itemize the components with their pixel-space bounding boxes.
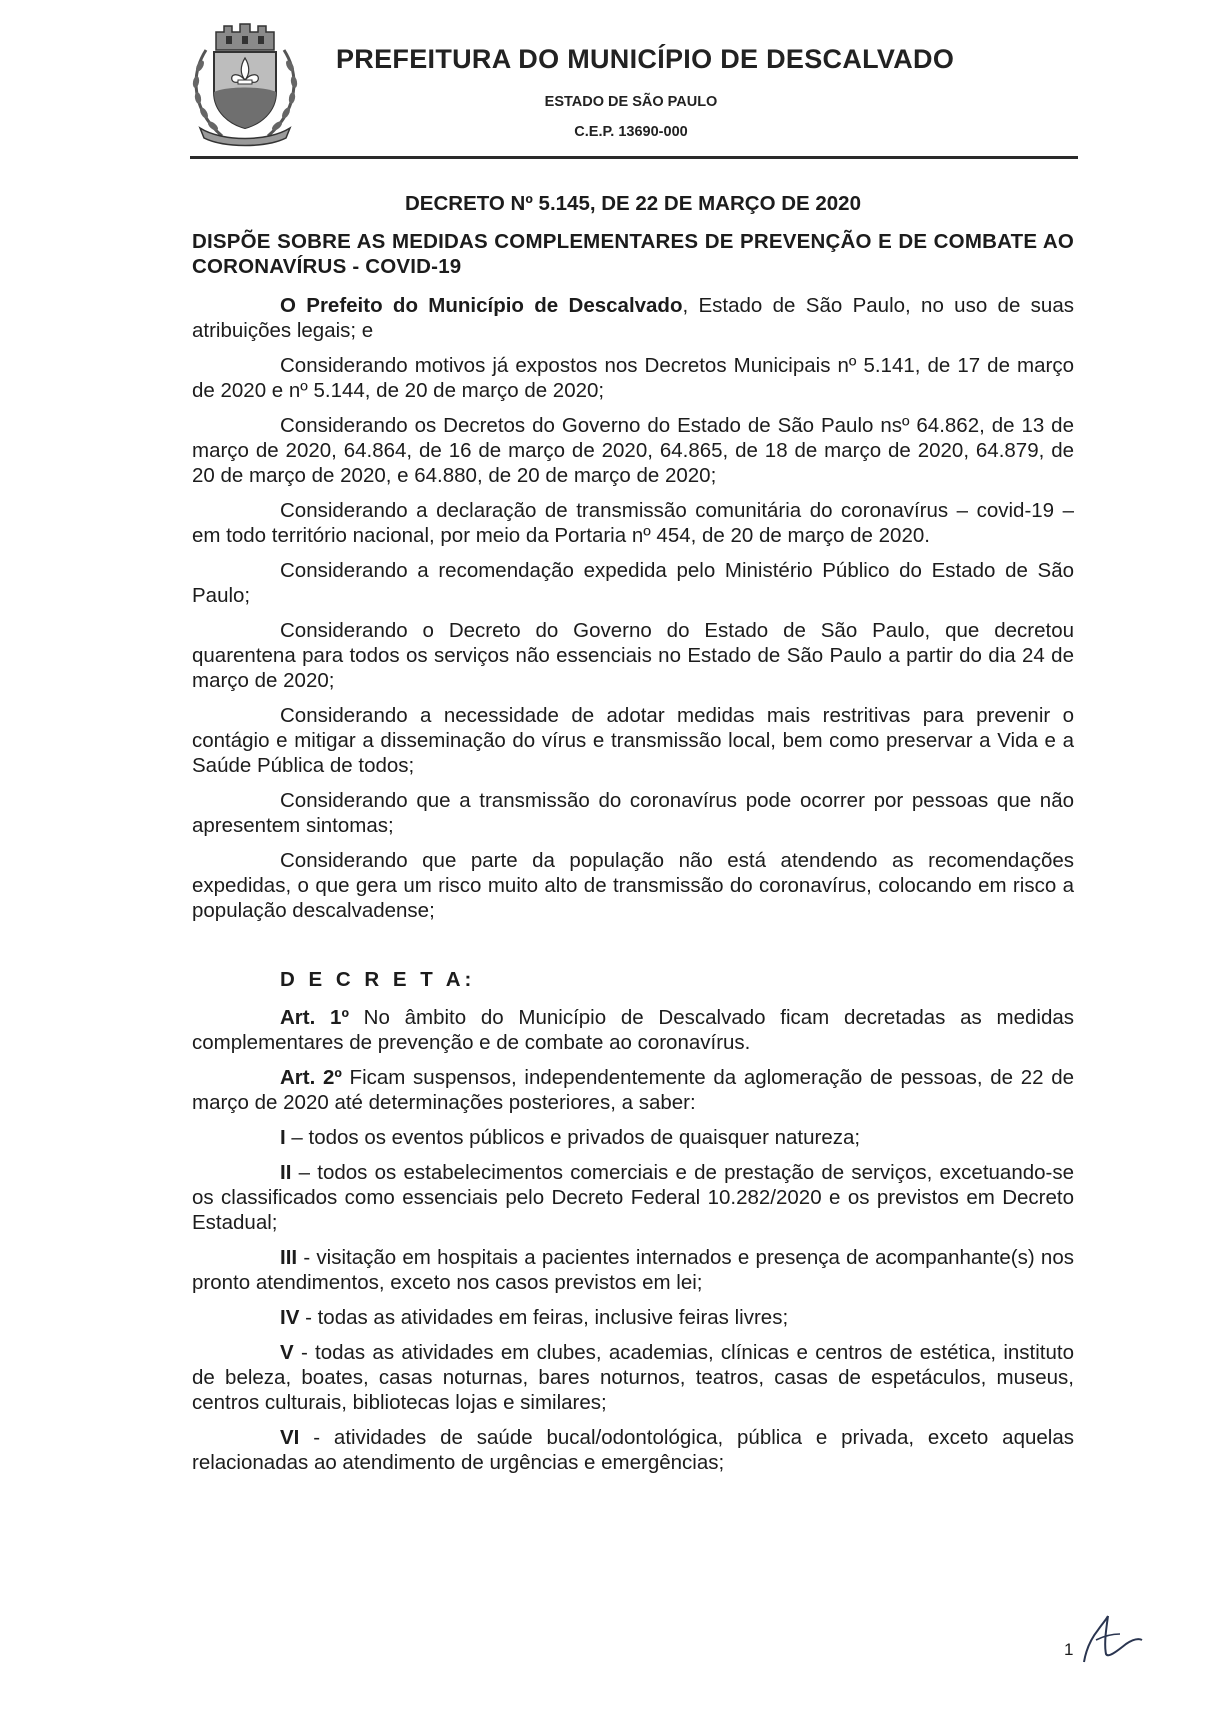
considerando-6: Considerando a necessidade de adotar medidas mais restritivas para prevenir o contágio e mitigar a disseminação do vírus e transmissão local, bem como preservar a Vida e a Saúde Pública de todos; (192, 704, 1074, 777)
header-divider (190, 156, 1078, 159)
decreta-heading: D E C R E T A: (280, 968, 476, 991)
article-2-text: Ficam suspensos, independentemente da aglomeração de pessoas, de 22 de março de 2020 até determinações posteriores, a saber: (192, 1066, 1074, 1114)
page-number: 1 (1064, 1640, 1074, 1659)
preamble-rest: , Estado de São Paulo, no uso de suas atribuições legais; e (192, 294, 1074, 342)
preamble (192, 293, 1074, 343)
item-iii-label: III (280, 1246, 298, 1269)
item-ii-text: – todos os estabelecimentos comerciais e de prestação de serviços, excetuando-se os classificados como essenciais pelo Decreto Federal 10.282/2020 e os previstos em Decreto Estadual; (192, 1161, 1074, 1234)
article-1 (192, 1005, 1074, 1055)
item-i-text: – todos os eventos públicos e privados de quaisquer natureza; (285, 1126, 861, 1149)
decree-title: DECRETO Nº 5.145, DE 22 DE MARÇO DE 2020 (405, 192, 861, 215)
item-v (192, 1340, 1074, 1415)
article-2 (192, 1065, 1074, 1115)
item-vi-text: - atividades de saúde bucal/odontológica, pública e privada, exceto aquelas relacionadas ao atendimento de urgências e emergências; (192, 1426, 1074, 1474)
item-iii (192, 1245, 1074, 1295)
item-iv-text: - todas as atividades em feiras, inclusive feiras livres; (299, 1306, 789, 1329)
considerando-8: Considerando que parte da população não está atendendo as recomendações expedidas, o que gera um risco muito alto de transmissão do coronavírus, colocando em risco a população descalvadense; (192, 849, 1074, 922)
header-cep: C.E.P. 13690-000 (574, 124, 688, 140)
preamble-bold: O Prefeito do Município de Descalvado (280, 294, 683, 317)
item-i (192, 1125, 1074, 1150)
item-ii (192, 1160, 1074, 1235)
decree-ementa: DISPÕE SOBRE AS MEDIDAS COMPLEMENTARES DE PREVENÇÃO E DE COMBATE AO CORONAVÍRUS - COVID-19 (192, 230, 1074, 278)
header-title: PREFEITURA DO MUNICÍPIO DE DESCALVADO (336, 44, 955, 74)
item-ii-label: II (280, 1161, 292, 1184)
considerando-4: Considerando a recomendação expedida pelo Ministério Público do Estado de São Paulo; (192, 559, 1074, 607)
header-state: ESTADO DE SÃO PAULO (544, 94, 718, 110)
item-vi-label: VI (280, 1426, 300, 1449)
considerando-7: Considerando que a transmissão do coronavírus pode ocorrer por pessoas que não apresentem sintomas; (192, 789, 1074, 837)
handwritten-initials-icon (1076, 1600, 1146, 1670)
considerando-3: Considerando a declaração de transmissão comunitária do coronavírus – covid-19 – em todo território nacional, por meio da Portaria nº 454, de 20 de março de 2020. (192, 499, 1074, 547)
article-1-label: Art. 1º (280, 1006, 349, 1029)
considerando-2: Considerando os Decretos do Governo do Estado de São Paulo nsº 64.862, de 13 de março de 2020, 64.864, de 16 de março de 2020, 64.865, de 18 de março de 2020, 64.879, de 20 de março de 2020, e 64.880, de 20 de março de 2020; (192, 414, 1074, 487)
decree-body (192, 191, 1074, 1485)
item-iii-text: - visitação em hospitais a pacientes internados e presença de acompanhante(s) nos pronto atendimentos, exceto nos casos previstos em lei; (192, 1246, 1074, 1294)
item-v-text: - todas as atividades em clubes, academias, clínicas e centros de estética, instituto de beleza, boates, casas noturnas, bares noturnos, teatros, casas de espetáculos, museus, centros culturais, bibliotecas lojas e similares; (192, 1341, 1074, 1414)
article-1-text: No âmbito do Município de Descalvado ficam decretadas as medidas complementares de prevenção e de combate ao coronavírus. (192, 1006, 1074, 1054)
item-iv (192, 1305, 1074, 1330)
article-2-label: Art. 2º (280, 1066, 342, 1089)
considerando-1: Considerando motivos já expostos nos Decretos Municipais nº 5.141, de 17 de março de 2020 e nº 5.144, de 20 de março de 2020; (192, 354, 1074, 402)
item-vi (192, 1425, 1074, 1475)
municipal-crest-icon (186, 20, 304, 148)
item-i-label: I (280, 1126, 286, 1149)
considerando-5: Considerando o Decreto do Governo do Estado de São Paulo, que decretou quarentena para todos os serviços não essenciais no Estado de São Paulo a partir do dia 24 de março de 2020; (192, 619, 1074, 692)
item-iv-label: IV (280, 1306, 300, 1329)
item-v-label: V (280, 1341, 294, 1364)
